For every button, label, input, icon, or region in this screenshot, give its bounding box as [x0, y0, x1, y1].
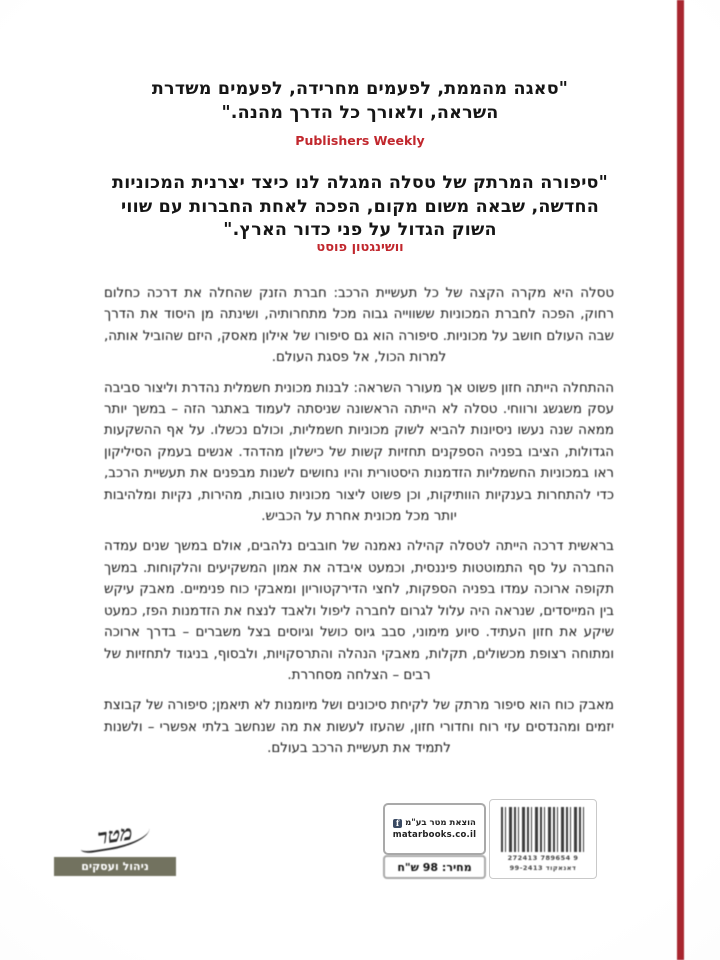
facebook-line	[393, 818, 476, 828]
facebook-icon: f	[393, 819, 402, 828]
quote-attribution-publishers-weekly: Publishers Weekly	[295, 133, 425, 148]
quote-attribution-washington-post: וושינגטון פוסט	[316, 240, 404, 255]
barcode-sticker	[489, 799, 597, 879]
review-quote-publishers-weekly: "סאגה מהממת, לפעמים מחרידה, לפעמים משדרת השראה, ולאורך כל הדרך מהנה."	[151, 79, 569, 123]
blurb-paragraph-3: בראשית דרכה הייתה לטסלה קהילה נאמנה של חובבים נלהבים, אולם במשך שנים עמדה החברה על סף התמוטטות פיננסית, וכמעט איבדה את אמון המשקיעים והלקוחות. במשך תקופה ארוכה עמדו בפניה הספקות, לחצי הדירקטוריון ומאבקי כוח פנימיים. מאבק עיקש בין המייסדים, שנראה היה עלול לגרום לחברה ליפול ולאבד לנצח את הזדמנות הפז, כמעט שיקע את חזון העתיד. סיוע מימוני, סבב גיוס כושל וגיוסים בצל משברים – בדרך ארוכה ומתוחה רצופת מכשולים, תקלות, מאבקי הנהלה והתרסקויות, ולבסוף, בניגוד לתחזיות של רבים – הצלחה מסחררת.	[104, 539, 614, 683]
publisher-logo: מטר	[80, 818, 150, 854]
blurb-paragraph-2: ההתחלה הייתה חזון פשוט אך מעורר השראה: לבנות מכונית חשמלית נהדרת וליצור סביבה עסק משגשג ורווחי. טסלה לא הייתה הראשונה שניסתה לעמוד באתגר הזה – במשך יותר ממאה שנה נעשו ניסיונות להביא לשוק מכוניות חשמליות, וכולם נכשלו. על אף ההשקעות הגדולות, הציבו בפניה הספקנים תחזיות קשות של כישלון מהדהד. אנשים בעמק הסיליקון ראו במכוניות החשמליות הזדמנות היסטורית והיו נחושים לשנות מבפנים את תעשיית הרכב, כדי להתחרות בענקיות הוותיקות, וכן פשוט ליצור מכוניות טובות, מהירות, נקיות ומלהיבות יותר מכל מכונית אחרת על הכביש.	[103, 380, 614, 525]
series-category-band: ניהול ועסקים	[54, 857, 176, 876]
blurb-paragraph-4: מאבק כוח הוא סיפור מרתק של לקיחת סיכונים ושל מיומנות לא תיאמן; סיפורה של קבוצת יזמים ומהנדסים עזי רוח וחדורי חזון, שהעזו לעשות את מה שנחשב בלתי אפשרי – ולשנות לתמיד את תעשיית הרכב בעולם.	[104, 698, 614, 757]
review-quote-washington-post: "סיפורה המרתק של טסלה המגלה לנו כיצד יצרנית המכוניות החדשה, שבאה משום מקום, הפכה לאחת החברות עם שווי השוק הגדול על פני כדור הארץ."	[112, 173, 608, 240]
barcode-danacode: דאנאקוד 99-2413	[509, 864, 577, 872]
cover-accent-stripe	[677, 0, 684, 960]
barcode-bars	[501, 807, 585, 852]
facebook-label: הוצאת מטר בע"מ	[405, 818, 476, 828]
publisher-website: matarbooks.co.il	[392, 830, 477, 840]
barcode-isbn-digits: 9 789654 272413	[507, 854, 579, 862]
price-label: מחיר: 98 ש"ח	[383, 855, 486, 879]
back-cover-blurb	[104, 283, 614, 769]
publisher-info-box	[383, 803, 486, 855]
blurb-paragraph-1: טסלה היא מקרה הקצה של כל תעשיית הרכב: חברת הזנק שהחלה את דרכה כחלום רחוק, הפכה לחברת המכוניות ששווייה גבוה מכל מתחרותיה, ושינתה מן היסוד את הדרך שבה העולם חושב על מכוניות. סיפורה הוא גם סיפורו של אילון מאסק, היזם שהוביל אותה, למרות הכול, אל פסגת העולם.	[104, 286, 614, 366]
